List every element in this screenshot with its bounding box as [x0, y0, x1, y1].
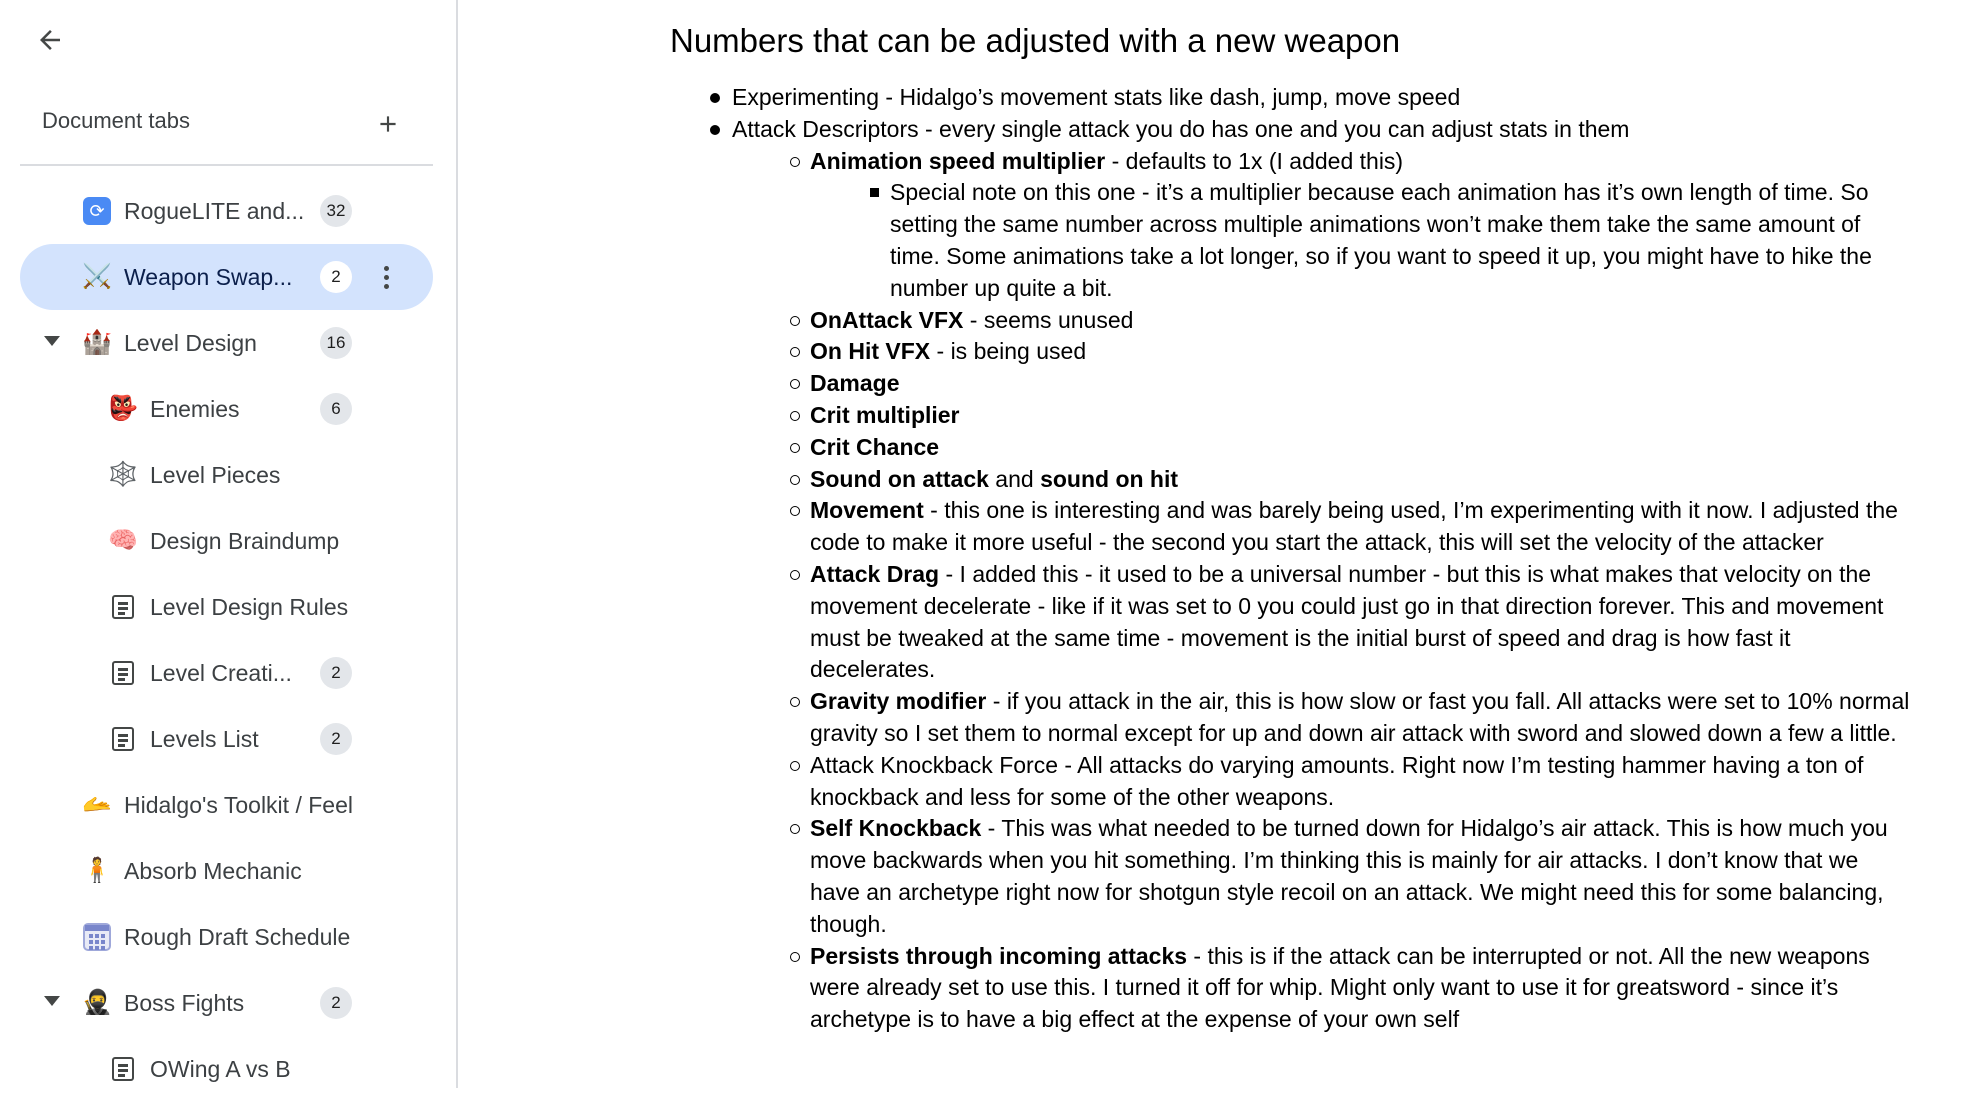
tab-label: Levels List: [150, 726, 259, 752]
list-item: [460, 146, 1910, 178]
bullet-circle-icon: [790, 157, 800, 167]
comment-count-badge: 2: [320, 657, 352, 689]
brain-icon: 🧠: [108, 527, 138, 554]
tab-absorb-mechanic[interactable]: [0, 838, 456, 904]
list-item-bold: On Hit VFX: [810, 338, 931, 365]
tab-more-options-button[interactable]: [370, 261, 402, 293]
bullet-circle-icon: [790, 824, 800, 834]
bullet-circle-icon: [790, 506, 800, 516]
bullet-square-icon: [870, 188, 879, 197]
spider-web-icon: 🕸️: [108, 461, 138, 488]
list-item: [460, 750, 1910, 814]
list-item-bold: OnAttack VFX: [810, 306, 964, 333]
tab-label: OWing A vs B: [150, 1056, 291, 1082]
comment-count-badge: 32: [320, 195, 352, 227]
tab-boss-fights[interactable]: [0, 970, 456, 1036]
list-item-bold: Animation speed multiplier: [810, 147, 1106, 174]
bullet-circle-icon: [790, 411, 800, 421]
back-arrow-icon: [35, 25, 65, 55]
list-item-bold: Crit multiplier: [810, 401, 960, 428]
list-item: [460, 336, 1910, 368]
tab-design-braindump[interactable]: [0, 508, 456, 574]
tab-weapon-swap[interactable]: [0, 244, 456, 310]
bullet-circle-icon: [790, 570, 800, 580]
list-item-text: and: [988, 465, 1041, 492]
expand-caret-icon[interactable]: [44, 996, 60, 1006]
bullet-circle-icon: [790, 475, 800, 485]
tab-roguelite[interactable]: [0, 178, 456, 244]
tab-rough-draft-schedule[interactable]: [0, 904, 456, 970]
tab-label: Rough Draft Schedule: [124, 924, 351, 950]
tab-label: Boss Fights: [124, 990, 245, 1016]
crossed-swords-icon: ⚔️: [82, 263, 112, 290]
list-item-text: Experimenting - Hidalgo’s movement stats like dash, jump, move speed: [732, 84, 1461, 110]
sparkle-hand-icon: 🫴: [82, 791, 112, 818]
tab-levels-list[interactable]: [0, 706, 456, 772]
tabs-divider: [20, 164, 433, 166]
goblin-mask-icon: 👺: [108, 395, 138, 422]
bullet-circle-icon: [790, 443, 800, 453]
document-icon: [108, 1055, 138, 1083]
more-vert-icon: [384, 264, 389, 291]
comment-count-badge: 2: [320, 723, 352, 755]
ninja-icon: 🥷: [82, 989, 112, 1016]
tab-level-pieces[interactable]: [0, 442, 456, 508]
document-canvas[interactable]: [460, 0, 1988, 1088]
list-item: [460, 813, 1910, 940]
back-button[interactable]: [22, 18, 78, 62]
person-absorb-icon: 🧍: [82, 857, 112, 884]
list-item: [460, 82, 1892, 114]
document-tabs-sidebar: [0, 0, 458, 1088]
tab-label: Absorb Mechanic: [124, 858, 302, 884]
tab-label: Enemies: [150, 396, 240, 422]
list-item-bold: Gravity modifier: [810, 688, 987, 715]
list-item-text: - if you attack in the air, this is how slow or fast you fall. All attacks were set to 10% normal gravity so I set them to normal except for up and down air attack with sword and slowed down a few a little.: [810, 688, 1910, 746]
comment-count-badge: 2: [320, 261, 352, 293]
comment-count-badge: 16: [320, 327, 352, 359]
list-item-bold: Crit Chance: [810, 433, 940, 460]
expand-caret-icon[interactable]: [44, 336, 60, 346]
bullet-circle-icon: [790, 952, 800, 962]
castle-icon: 🏰: [82, 329, 112, 356]
list-item: [460, 400, 1910, 432]
document-heading: Numbers that can be adjusted with a new weapon: [670, 22, 1401, 59]
bullet-circle-icon: [790, 379, 800, 389]
list-item-text: - I added this - it used to be a universal number - but this is what makes that velocity on the movement decelerate - like if it was set to 0 you could just go in that direction forever. This and movement must be tweaked at the same time - movement is the initial burst of speed and drag is how fast it decelerates.: [810, 560, 1884, 683]
list-item-text: Attack Descriptors - every single attack you do has one and you can adjust stats in them: [732, 115, 1630, 142]
bullet-disc-icon: [710, 93, 720, 103]
calendar-icon: [82, 923, 112, 951]
list-item-text: Special note on this one - it’s a multiplier because each animation has it’s own length of time. So setting the same number across multiple animations won’t make them take the same amount of time. Some animations take a lot longer, so if you want to speed it up, you might have to hike the number up quite a bit.: [890, 179, 1872, 301]
bullet-disc-icon: [710, 125, 720, 135]
list-item-bold: Self Knockback: [810, 815, 982, 842]
list-item: [460, 432, 1910, 464]
document-icon: [108, 593, 138, 621]
list-item-bold: Attack Drag: [810, 560, 940, 587]
list-item-text: - this is if the attack can be interrupted or not. All the new weapons were already set to use this. I turned it off for whip. Might only want to use it for greatsword - since it’s archetype is to have a big effect at the expense of your own self: [810, 942, 1870, 1033]
list-item: [460, 686, 1910, 750]
tab-label: Hidalgo's Toolkit / Feel: [124, 792, 353, 818]
rotate-arrows-icon: ⟳: [82, 197, 112, 225]
list-item: [460, 941, 1910, 1036]
list-item-text: - is being used: [930, 338, 1087, 365]
comment-count-badge: 2: [320, 987, 352, 1019]
tab-label: Design Braindump: [150, 528, 340, 554]
tab-list: [0, 178, 456, 1102]
list-item: [460, 559, 1910, 686]
document-tabs-header: Document tabs: [42, 108, 190, 133]
list-item: [460, 368, 1910, 400]
tab-level-design-rules[interactable]: [0, 574, 456, 640]
tab-level-design[interactable]: [0, 310, 456, 376]
list-item-bold: Sound on attack: [810, 465, 989, 492]
list-item-text: Attack Knockback Force - All attacks do varying amounts. Right now I’m testing hammer having a ton of knockback and less for some of the other weapons.: [810, 751, 1864, 810]
bullet-circle-icon: [790, 697, 800, 707]
list-item-text: - seems unused: [963, 306, 1134, 333]
tab-enemies[interactable]: [0, 376, 456, 442]
document-icon: [108, 659, 138, 687]
list-item: [460, 495, 1910, 559]
list-item-text: - this one is interesting and was barely being used, I’m experimenting with it now. I adjusted the code to make it more useful - the second you start the attack, this will set the velocity of the attacker: [810, 497, 1898, 556]
comment-count-badge: 6: [320, 393, 352, 425]
list-item-bold: Damage: [810, 370, 900, 397]
tab-label: Level Pieces: [150, 462, 281, 488]
list-item: [460, 464, 1910, 496]
list-item-bold: Movement: [810, 497, 924, 524]
tab-hidalgos-toolkit[interactable]: [0, 772, 456, 838]
document-icon: [108, 725, 138, 753]
list-item: [460, 305, 1910, 337]
tab-label: Weapon Swap...: [124, 264, 293, 290]
list-item-text: - defaults to 1x (I added this): [1105, 147, 1404, 174]
tab-owing-a-vs-b[interactable]: [0, 1036, 456, 1102]
add-tab-button[interactable]: [368, 104, 408, 144]
tab-label: Level Creati...: [150, 660, 292, 686]
bullet-circle-icon: [790, 347, 800, 357]
document-body: [460, 82, 1988, 1036]
bullet-circle-icon: [790, 316, 800, 326]
list-item-bold: Persists through incoming attacks: [810, 942, 1188, 969]
list-item: [460, 177, 1890, 304]
tab-level-creation[interactable]: [0, 640, 456, 706]
list-item-text: - This was what needed to be turned down for Hidalgo’s air attack. This is how much you move backwards when you hit something. I’m thinking this is mainly for air attacks. I don’t know that we have an archetype right now for shotgun style recoil on an attack. We might need this for some balancing, though.: [810, 815, 1888, 937]
tab-label: Level Design: [124, 330, 257, 356]
bullet-circle-icon: [790, 761, 800, 771]
plus-icon: [375, 111, 401, 137]
list-item: [460, 114, 1892, 146]
list-item-bold: sound on hit: [1040, 465, 1179, 492]
tab-label: Level Design Rules: [150, 594, 349, 620]
tab-label: RogueLITE and...: [124, 198, 305, 224]
